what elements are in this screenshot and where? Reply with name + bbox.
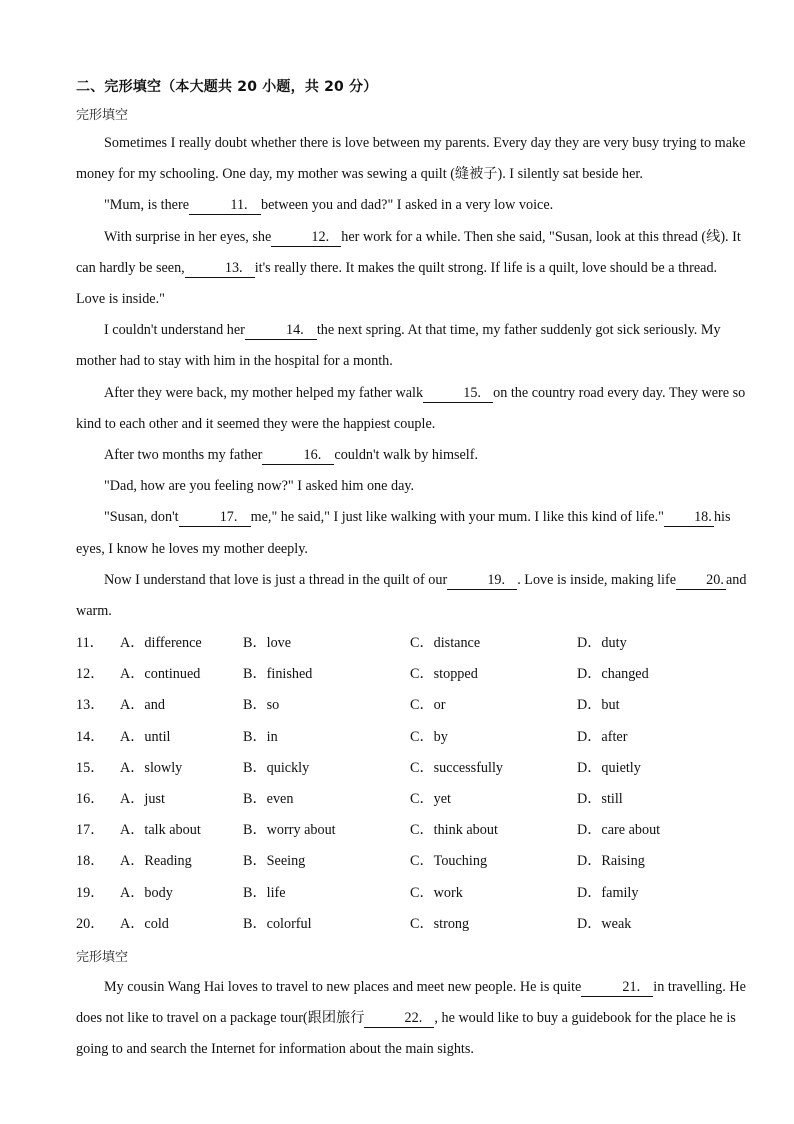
paragraph-5: After they were back, my mother helped my father walk 15. on the country road every day. They were so kind to each other and it seemed they were the happiest couple. (76, 384, 746, 432)
cloze-passage-2 (76, 972, 748, 1066)
option-d: D．changed (577, 666, 649, 683)
option-c: C．strong (410, 915, 470, 932)
paragraph-8: "Susan, don't 17. me," he said," I just like walking with your mum. I like this kind of life." 18. his eyes, I know he loves my mother deeply. (76, 509, 731, 557)
question-row: 14． A．until B．in C．by D．after (76, 722, 748, 753)
option-c: C．yet (410, 790, 451, 807)
option-c: C．successfully (410, 759, 503, 776)
option-a: A．difference (120, 635, 202, 651)
question-row: 18． A．Reading B．Seeing C．Touching D．Raising (76, 846, 748, 877)
option-b: B．so (243, 697, 280, 714)
option-d: D．after (577, 728, 628, 745)
section-title: 二、完形填空（本大题共 20 小题，共 20 分） (76, 79, 378, 95)
cloze-passage-1 (76, 128, 748, 627)
option-a: A．and (120, 697, 165, 714)
option-b: B．finished (243, 666, 313, 683)
option-c: C．or (410, 697, 446, 714)
option-d: D．still (577, 790, 623, 807)
option-b: B．colorful (243, 915, 312, 932)
paragraph-9: Now I understand that love is just a thread in the quilt of our 19. . Love is inside, making life 20. and warm. (76, 571, 747, 620)
paragraph-7: "Dad, how are you feeling now?" I asked him one day. (104, 478, 415, 495)
cloze-heading-1: 完形填空 (76, 108, 129, 123)
option-a: A．talk about (120, 822, 201, 839)
blank-14: 14. (245, 321, 317, 340)
option-a: A．Reading (120, 853, 192, 870)
paragraph-10: My cousin Wang Hai loves to travel to new places and meet new people. He is quite 21. in travelling. He does not like to travel on a package tour(跟团旅行 22. , he would like to buy a guidebook for the place he is going to and search the Internet for information about the main sights. (76, 979, 746, 1058)
option-d: D．care about (577, 822, 661, 839)
option-a: A．continued (120, 666, 201, 683)
blank-13: 13. (185, 259, 255, 278)
blank-16: 16. (262, 446, 334, 465)
blank-19: 19. (447, 571, 517, 590)
option-d: D．quietly (577, 759, 641, 776)
option-a: A．just (120, 790, 165, 807)
option-d: D．duty (577, 635, 627, 651)
blank-11: 11. (189, 196, 261, 215)
option-a: A．slowly (120, 759, 183, 776)
option-b: B．life (243, 884, 286, 901)
question-row: 15． A．slowly B．quickly C．successfully D．quietly (76, 753, 748, 784)
option-b: B．even (243, 790, 294, 807)
option-c: C．distance (410, 635, 481, 651)
option-c: C．Touching (410, 853, 488, 870)
option-b: B．love (243, 635, 292, 651)
option-a: A．until (120, 728, 171, 745)
question-row: 16． A．just B．even C．yet D．still (76, 784, 748, 815)
option-a: A．cold (120, 915, 169, 932)
option-b: B．in (243, 728, 278, 745)
question-row: 11． A．difference B．love C．distance D．duty (76, 628, 748, 659)
blank-21: 21. (581, 978, 653, 997)
option-c: C．by (410, 728, 448, 745)
cloze-heading-2: 完形填空 (76, 950, 129, 965)
question-row: 20． A．cold B．colorful C．strong D．weak (76, 909, 748, 940)
paragraph-6: After two months my father 16. couldn't walk by himself. (104, 447, 479, 464)
question-options (76, 628, 748, 940)
blank-18: 18. (664, 508, 714, 527)
paragraph-3: With surprise in her eyes, she 12. her work for a while. Then she said, "Susan, look at this thread (线). It can hardly be seen, 13. it's really there. It makes the quilt strong. If life is a quilt, love should be a thread. Love is inside." (76, 228, 741, 308)
question-row: 19． A．body B．life C．work D．family (76, 878, 748, 909)
question-row: 13． A．and B．so C．or D．but (76, 690, 748, 721)
option-b: B．Seeing (243, 853, 306, 870)
paragraph-4: I couldn't understand her 14. the next spring. At that time, my father suddenly got sick seriously. My mother had to stay with him in the hospital for a month. (76, 322, 721, 370)
option-a: A．body (120, 884, 173, 901)
option-c: C．think about (410, 822, 498, 839)
option-d: D．but (577, 697, 620, 714)
blank-20: 20. (676, 571, 726, 590)
option-d: D．family (577, 884, 639, 901)
blank-15: 15. (423, 384, 493, 403)
question-row: 17． A．talk about B．worry about C．think about D．care about (76, 815, 748, 846)
blank-17: 17. (179, 508, 251, 527)
paragraph-1: Sometimes I really doubt whether there is love between my parents. Every day they are very busy trying to make money for my schooling. One day, my mother was sewing a quilt (缝被子). I silently sat beside her. (76, 135, 746, 183)
blank-22: 22. (364, 1009, 434, 1028)
option-c: C．stopped (410, 666, 478, 683)
option-c: C．work (410, 884, 463, 901)
blank-12: 12. (271, 228, 341, 247)
option-d: D．weak (577, 915, 632, 932)
option-b: B．worry about (243, 822, 336, 839)
question-row: 12． A．continued B．finished C．stopped D．changed (76, 659, 748, 690)
paragraph-2: "Mum, is there 11. between you and dad?" I asked in a very low voice. (104, 197, 554, 214)
option-d: D．Raising (577, 853, 645, 870)
option-b: B．quickly (243, 759, 310, 776)
